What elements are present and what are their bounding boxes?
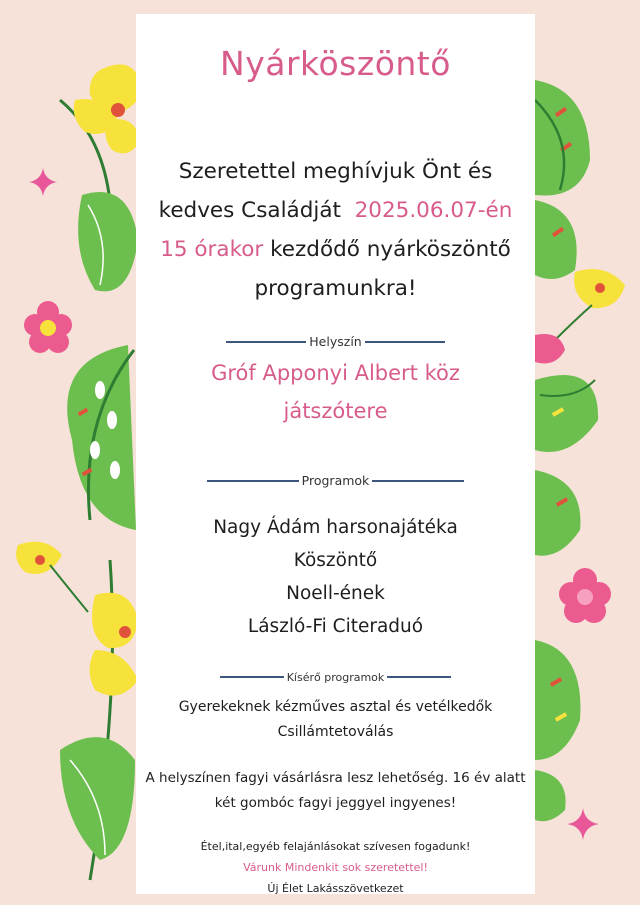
side-programs-heading-label: Kísérő programok <box>286 670 385 684</box>
side-program-item: Csillámtetoválás <box>277 724 394 740</box>
programs-list <box>136 511 535 643</box>
program-item: László-Fi Citeraduó <box>247 616 424 637</box>
venue-line-1: Gróf Apponyi Albert köz <box>211 361 460 385</box>
side-programs-heading <box>136 670 535 684</box>
venue-text <box>136 354 535 430</box>
divider-line <box>365 341 445 343</box>
ice-cream-info <box>136 766 535 816</box>
sparkle-icon-left <box>29 168 57 196</box>
program-item: Noell-ének <box>286 583 385 604</box>
divider-line <box>226 341 306 343</box>
right-yellow-flower <box>555 269 625 340</box>
left-leaf-bottom <box>60 737 135 860</box>
programs-heading <box>136 472 535 488</box>
event-date: 2025.06.07-én <box>354 198 513 223</box>
left-yellow-flower-middle <box>16 542 88 612</box>
intro-family: kedves Családját <box>158 198 341 223</box>
right-leaves-middle <box>535 375 598 556</box>
left-pink-flower <box>24 301 72 353</box>
venue-line-2: játszótere <box>283 399 388 423</box>
left-yellow-flower-top <box>74 64 141 153</box>
side-programs-list <box>136 695 535 745</box>
footer-organizer: Új Élet Lakásszövetkezet <box>267 882 404 895</box>
program-item: Nagy Ádám harsonajátéka <box>213 517 458 538</box>
intro-line-3 <box>136 230 535 269</box>
sparkle-icon-right <box>567 808 599 840</box>
divider-line <box>387 676 451 678</box>
left-leaf-top <box>78 192 138 291</box>
right-pink-bud <box>535 334 565 364</box>
divider-line <box>372 480 464 482</box>
right-leaves-bottom <box>535 640 580 821</box>
info-line-2: két gombóc fagyi jeggyel ingyenes! <box>214 795 457 811</box>
intro-event: kezdődő nyárköszöntő <box>270 237 511 262</box>
right-leaves-top <box>535 80 590 279</box>
intro-line-2 <box>136 191 535 230</box>
invitation-text <box>136 152 535 308</box>
footer-donations: Étel,ital,egyéb felajánlásokat szívesen fogadunk! <box>200 840 471 853</box>
left-monstera-leaf <box>67 345 136 530</box>
venue-heading <box>136 333 535 349</box>
divider-line <box>207 480 299 482</box>
info-line-1: A helyszínen fagyi vásárlásra lesz lehetőség. 16 év alatt <box>145 770 526 786</box>
intro-line-1: Szeretettel meghívjuk Önt és <box>178 159 493 184</box>
side-program-item: Gyerekeknek kézműves asztal és vetélkedők <box>178 699 493 715</box>
programs-heading-label: Programok <box>301 473 370 488</box>
left-yellow-flower-bottom <box>90 593 139 696</box>
venue-heading-label: Helyszín <box>309 334 362 349</box>
program-item: Köszöntő <box>293 550 378 571</box>
footer <box>136 836 535 899</box>
event-time: 15 órakor <box>160 237 264 262</box>
divider-line <box>220 676 284 678</box>
footer-welcome: Várunk Mindenkit sok szeretettel! <box>243 861 428 874</box>
page-title: Nyárköszöntő <box>220 44 451 83</box>
intro-line-4: programunkra! <box>254 276 417 301</box>
right-pink-flower <box>559 568 611 623</box>
invitation-card <box>136 14 535 894</box>
